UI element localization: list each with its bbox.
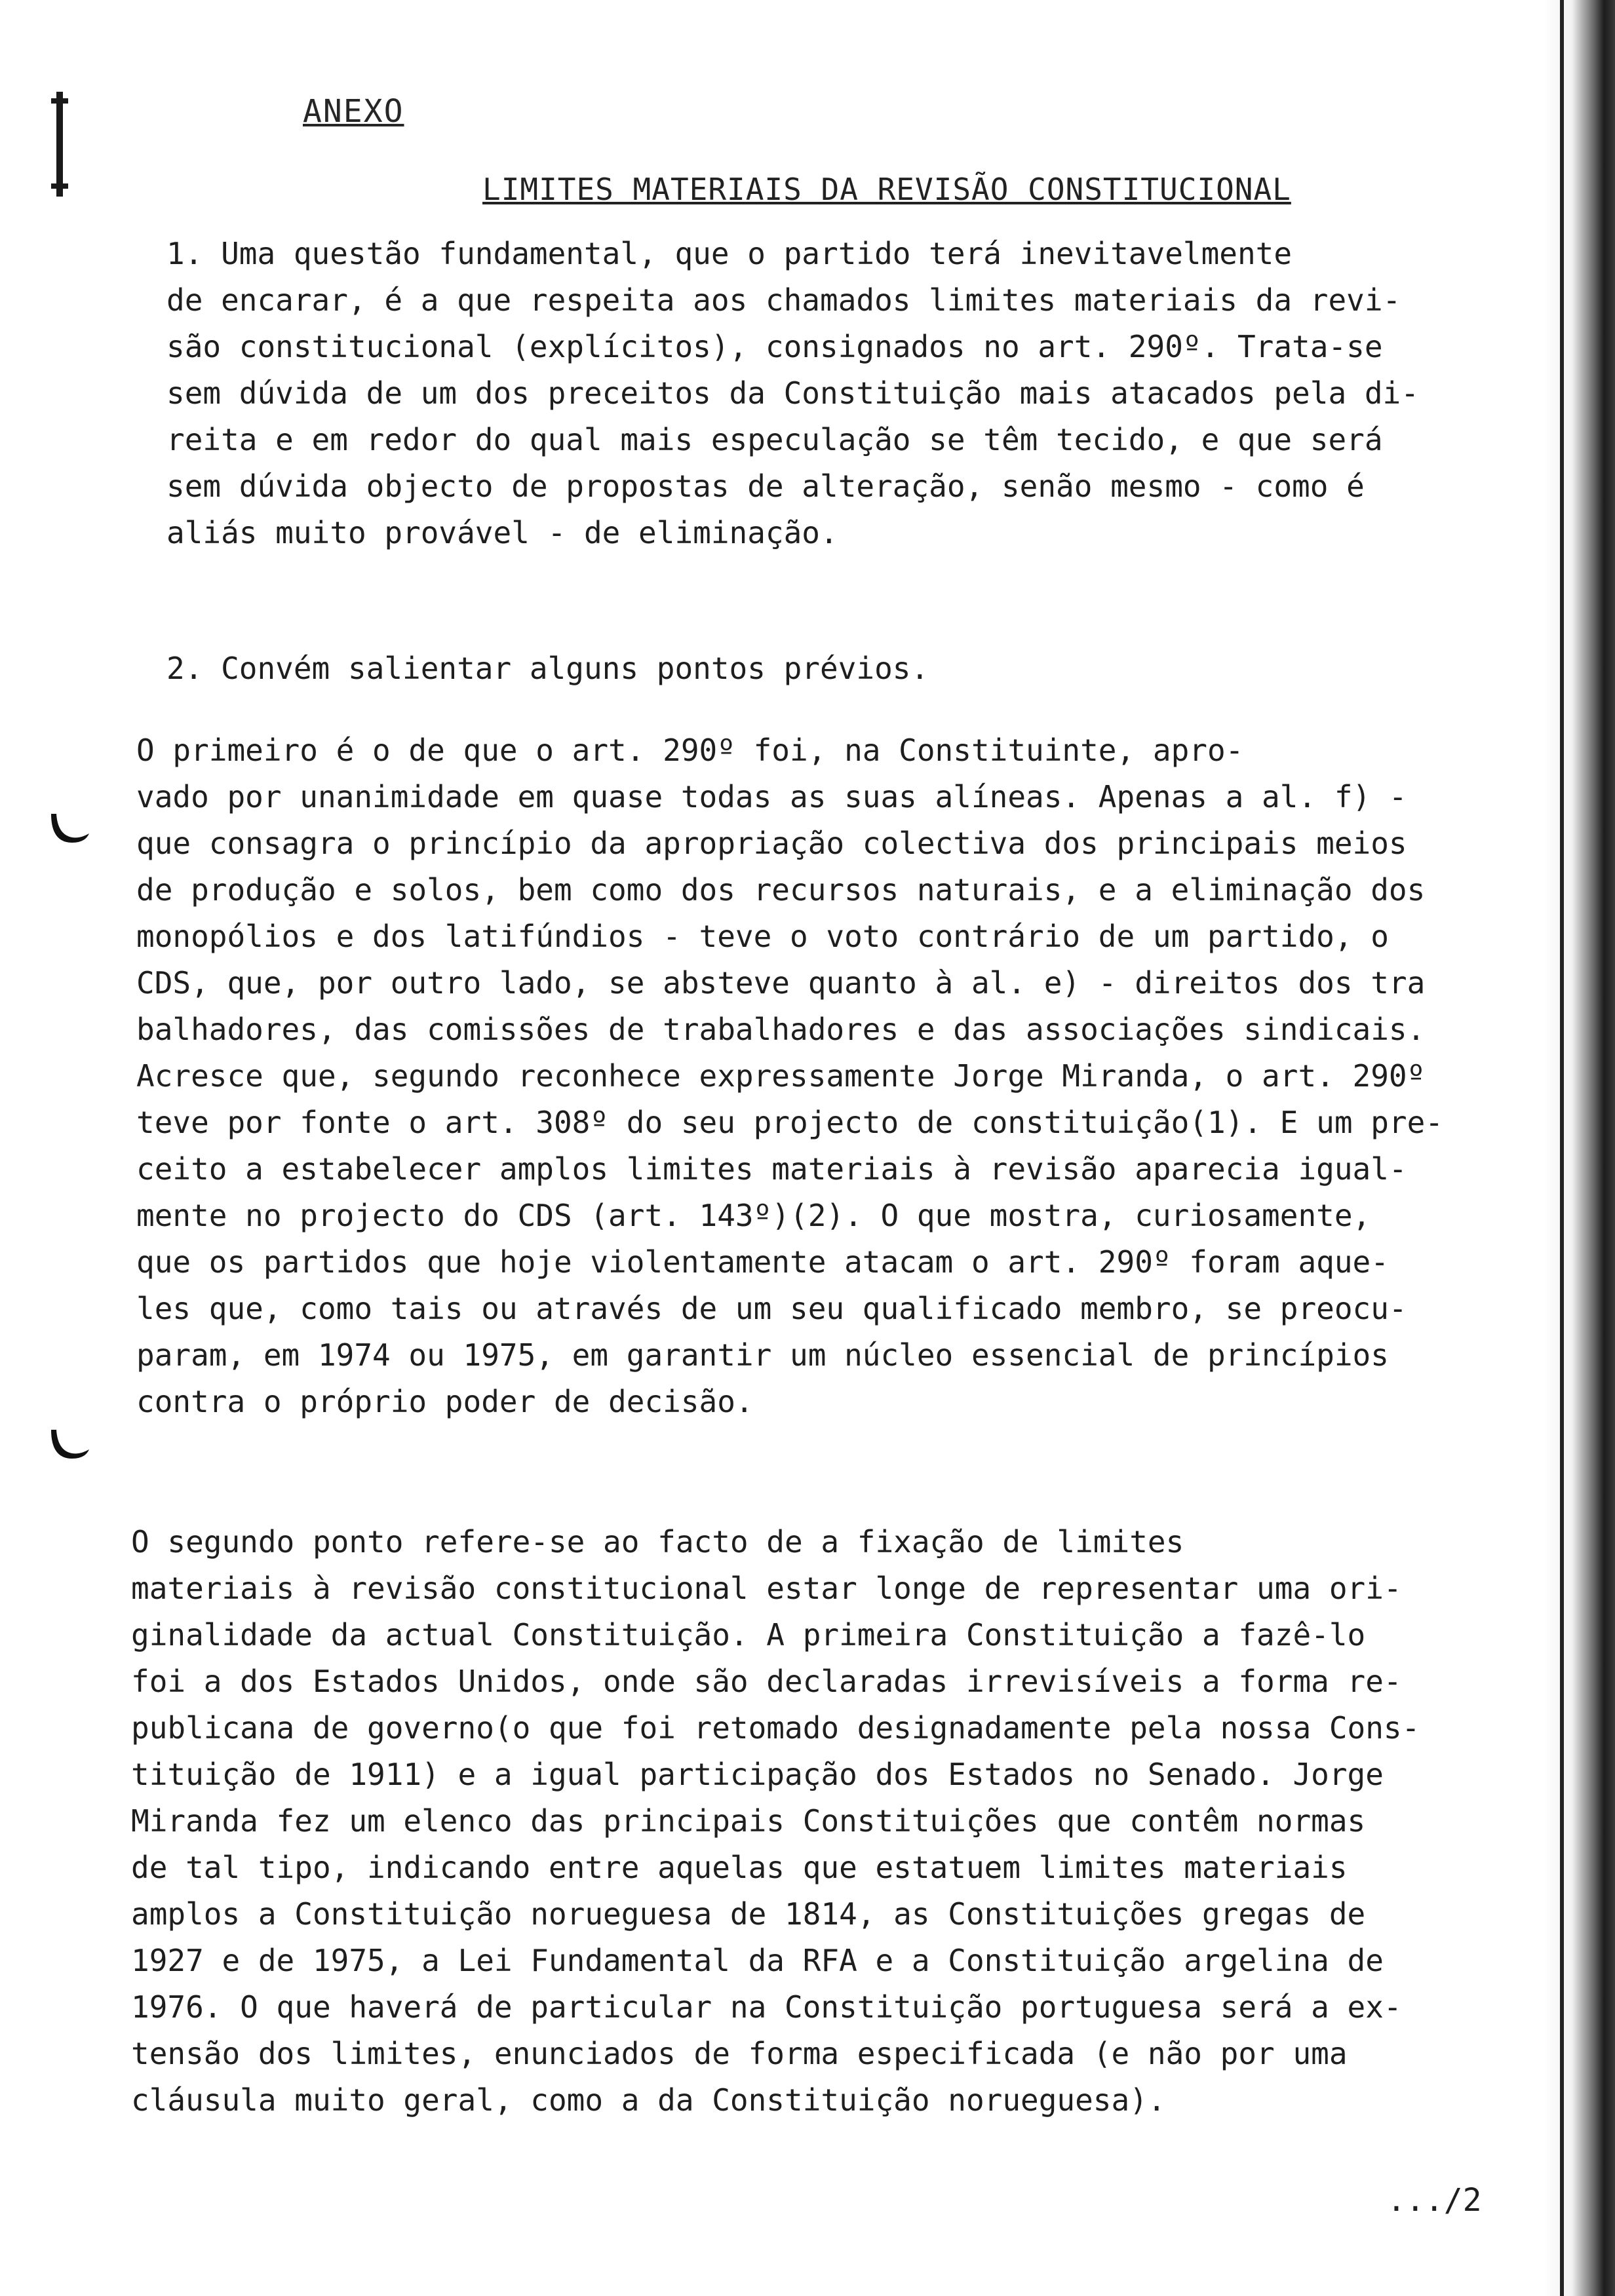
annex-label: ANEXO <box>303 93 404 130</box>
scan-edge-line <box>1560 0 1564 2296</box>
paragraph-4: O segundo ponto refere-se ao facto de a fixação de limites materiais à revisão constitucional estar longe de representar uma ori- ginalidade da actual Constituição. A primeira Constituição a fazê-lo foi a dos Estados Unidos, onde são declaradas irrevisíveis a forma re- publicana de governo(o que foi retomado designadamente pela nossa Cons- tituição de 1911) e a igual participação dos Estados no Senado. Jorge Miranda fez um elenco das principais Constituições que contêm normas de tal tipo, indicando entre aquelas que estatuem limites materiais amplos a Constituição norueguesa de 1814, as Constituições gregas de 1927 e de 1975, a Lei Fundamental da RFA e a Constituição argelina de 1976. O que haverá de particular na Constituição portuguesa será a ex- tensão dos limites, enunciados de forma especificada (e não por uma cláusula muito geral, como a da Constituição norueguesa). <box>131 1524 1420 2118</box>
scan-binding-edge <box>1543 0 1615 2296</box>
next-page-reference: .../2 <box>1387 2182 1482 2219</box>
binder-clip-mark <box>51 92 68 197</box>
document-title: LIMITES MATERIAIS DA REVISÃO CONSTITUCIONAL <box>482 172 1291 207</box>
paragraph-1: 1. Uma questão fundamental, que o partido terá inevitavelmente de encarar, é a que respeita aos chamados limites materiais da revi- são constitucional (explícitos), consignados no art. 290º. Trata-se sem dúvida de um dos preceitos da Constituição mais atacados pela di- reita e em redor do qual mais especulação se têm tecido, e que será sem dúvida objecto de propostas de alteração, senão mesmo - como é aliás muito provável - de eliminação. <box>166 236 1419 550</box>
punch-hole-mark <box>46 805 92 851</box>
paragraph-2: 2. Convém salientar alguns pontos prévios. <box>166 651 929 686</box>
paragraph-3: O primeiro é o de que o art. 290º foi, na Constituinte, apro- vado por unanimidade em quase todas as suas alíneas. Apenas a al. f) - que consagra o princípio da apropriação colectiva dos principais meios de produção e solos, bem como dos recursos naturais, e a eliminação dos monopólios e dos latifúndios - teve o voto contrário de um partido, o CDS, que, por outro lado, se absteve quanto à al. e) - direitos dos tra balhadores, das comissões de trabalhadores e das associações sindicais. Acresce que, segundo reconhece expressamente Jorge Miranda, o art. 290º teve por fonte o art. 308º do seu projecto de constituição(1). E um pre- ceito a estabelecer amplos limites materiais à revisão aparecia igual- mente no projecto do CDS (art. 143º)(2). O que mostra, curiosamente, que os partidos que hoje violentamente atacam o art. 290º foram aque- les que, como tais ou através de um seu qualificado membro, se preocu- param, em 1974 ou 1975, em garantir um núcleo essencial de princípios contra o próprio poder de decisão. <box>136 733 1443 1419</box>
punch-hole-mark <box>46 1421 92 1466</box>
